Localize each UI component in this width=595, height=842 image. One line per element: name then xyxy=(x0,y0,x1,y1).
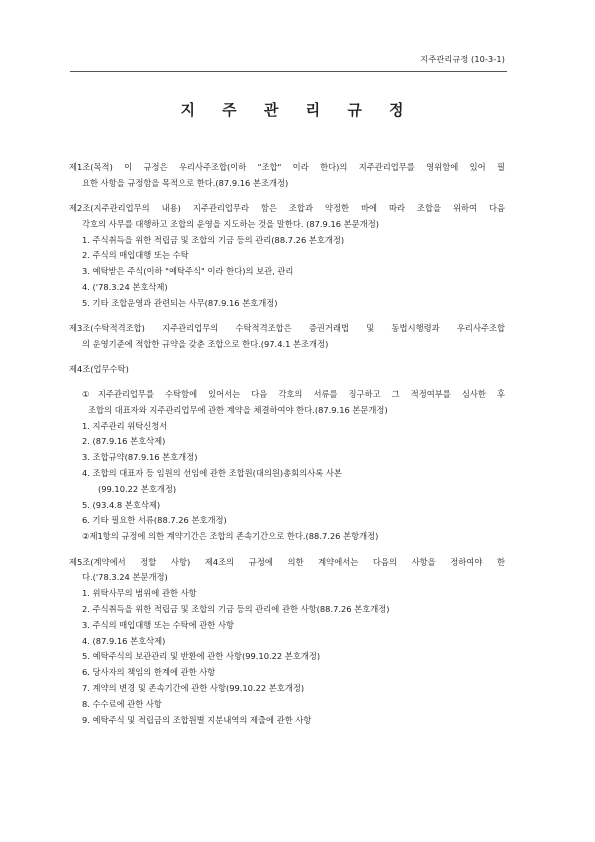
list-item-continuation: (99.10.22 본호개정) xyxy=(98,483,177,494)
article-heading-line: 제1조(목적) 이 규정은 우리사주조합(이하 "조합" 이라 한다)의 지주관리업무를 영위함에 있어 필 xyxy=(69,162,505,172)
article-4 xyxy=(69,362,505,545)
list-item: 1. 지주관리 위탁신청서 xyxy=(82,420,168,431)
list-item: 9. 예탁주식 및 적립금의 조합원별 지분내역의 제출에 관한 사항 xyxy=(82,714,312,725)
header-divider xyxy=(70,71,507,72)
list-item: 6. 당사자의 책임의 한계에 관한 사항 xyxy=(82,667,216,678)
article-5 xyxy=(69,555,505,729)
article-continuation-line: 의 운영기준에 적합한 규약을 갖춘 조합으로 한다.(97.4.1 본조개정) xyxy=(82,338,329,349)
list-item: 2. 주식의 매입대행 또는 수탁 xyxy=(82,250,189,261)
article-heading-line: 제3조(수탁적격조합) 지주관리업무의 수탁적격조합은 증권거래법 및 동법시행령과 우리사주조합 xyxy=(69,323,505,334)
article-continuation-line: 각호의 사무를 대행하고 조합의 운영을 지도하는 것을 말한다. (87.9.16 본문개정) xyxy=(82,218,379,229)
list-item: 4. (87.9.16 본호삭제) xyxy=(82,635,166,646)
list-item: 7. 계약의 변경 및 존속기간에 관한 사항(99.10.22 본호개정) xyxy=(82,682,305,693)
document-title: 지 주 관 리 규 정 xyxy=(180,101,415,119)
article-1 xyxy=(69,160,505,192)
list-item: 3. 예탁받은 주식(이하 "예탁주식" 이라 한다)의 보관, 관리 xyxy=(82,266,294,277)
list-item: 5. 기타 조합운영과 관련되는 사무(87.9.16 본호개정) xyxy=(82,297,278,308)
list-item: 4. 조합의 대표자 등 임원의 선임에 관한 조합원(대의원)총회의사록 사본 xyxy=(82,468,342,479)
article-heading-line: 제5조(계약에서 정할 사항) 제4조의 규정에 의한 계약에서는 다음의 사항을 정하여야 한 xyxy=(69,556,505,567)
list-item: 4. ('78.3.24 본호삭제) xyxy=(82,282,168,293)
paragraph-1: ①지주관리업무를 수탁함에 있어서는 다음 각호의 서류를 징구하고 그 적정여부를 심사한 후 xyxy=(82,389,505,400)
list-item: 2. (87.9.16 본호삭제) xyxy=(82,436,166,447)
list-item: 8. 수수료에 관한 사항 xyxy=(82,698,162,709)
list-item: 6. 기타 필요한 서류(88.7.26 본호개정) xyxy=(82,515,227,526)
article-heading-line: 제4조(업무수탁) xyxy=(69,364,129,375)
article-2 xyxy=(69,201,505,312)
article-continuation-line: 요한 사항을 규정함을 목적으로 한다.(87.9.16 본조개정) xyxy=(82,177,289,188)
list-item: 2. 주식취득을 위한 적립금 및 조합의 기금 등의 관리에 관한 사항(88.7.26 본호개정) xyxy=(82,603,390,614)
document-body xyxy=(69,160,505,738)
regulation-code: 지주관리규정 (10-3-1) xyxy=(420,54,505,64)
list-item: 5. 예탁주식의 보관관리 및 반환에 관한 사항(99.10.22 본호개정) xyxy=(82,651,321,662)
list-item: 5. (93.4.8 본호삭제) xyxy=(82,499,161,510)
paragraph-2: ②제1항의 규정에 의한 계약기간은 조합의 존속기간으로 한다.(88.7.26 본항개정) xyxy=(82,531,379,542)
list-item: 3. 주식의 매입대행 또는 수탁에 관한 사항 xyxy=(82,619,234,630)
list-item: 1. 주식취득을 위한 적립금 및 조합의 기금 등의 관리(88.7.26 본호개정) xyxy=(82,234,345,245)
list-item: 1. 위탁사무의 범위에 관한 사항 xyxy=(82,588,197,599)
paragraph-1-continuation: 조합의 대표자와 지주관리업무에 관한 계약을 체결하여야 한다.(87.9.16 본문개정) xyxy=(88,404,388,415)
article-continuation-line: 다.('78.3.24 본문개정) xyxy=(82,572,168,583)
article-3 xyxy=(69,321,505,353)
article-heading-line: 제2조(지주관리업무의 내용) 지주관리업무라 함은 조합과 약정한 바에 따라 조합을 위하여 다음 xyxy=(69,203,505,214)
list-item: 3. 조합규약(87.9.16 본호개정) xyxy=(82,452,198,463)
